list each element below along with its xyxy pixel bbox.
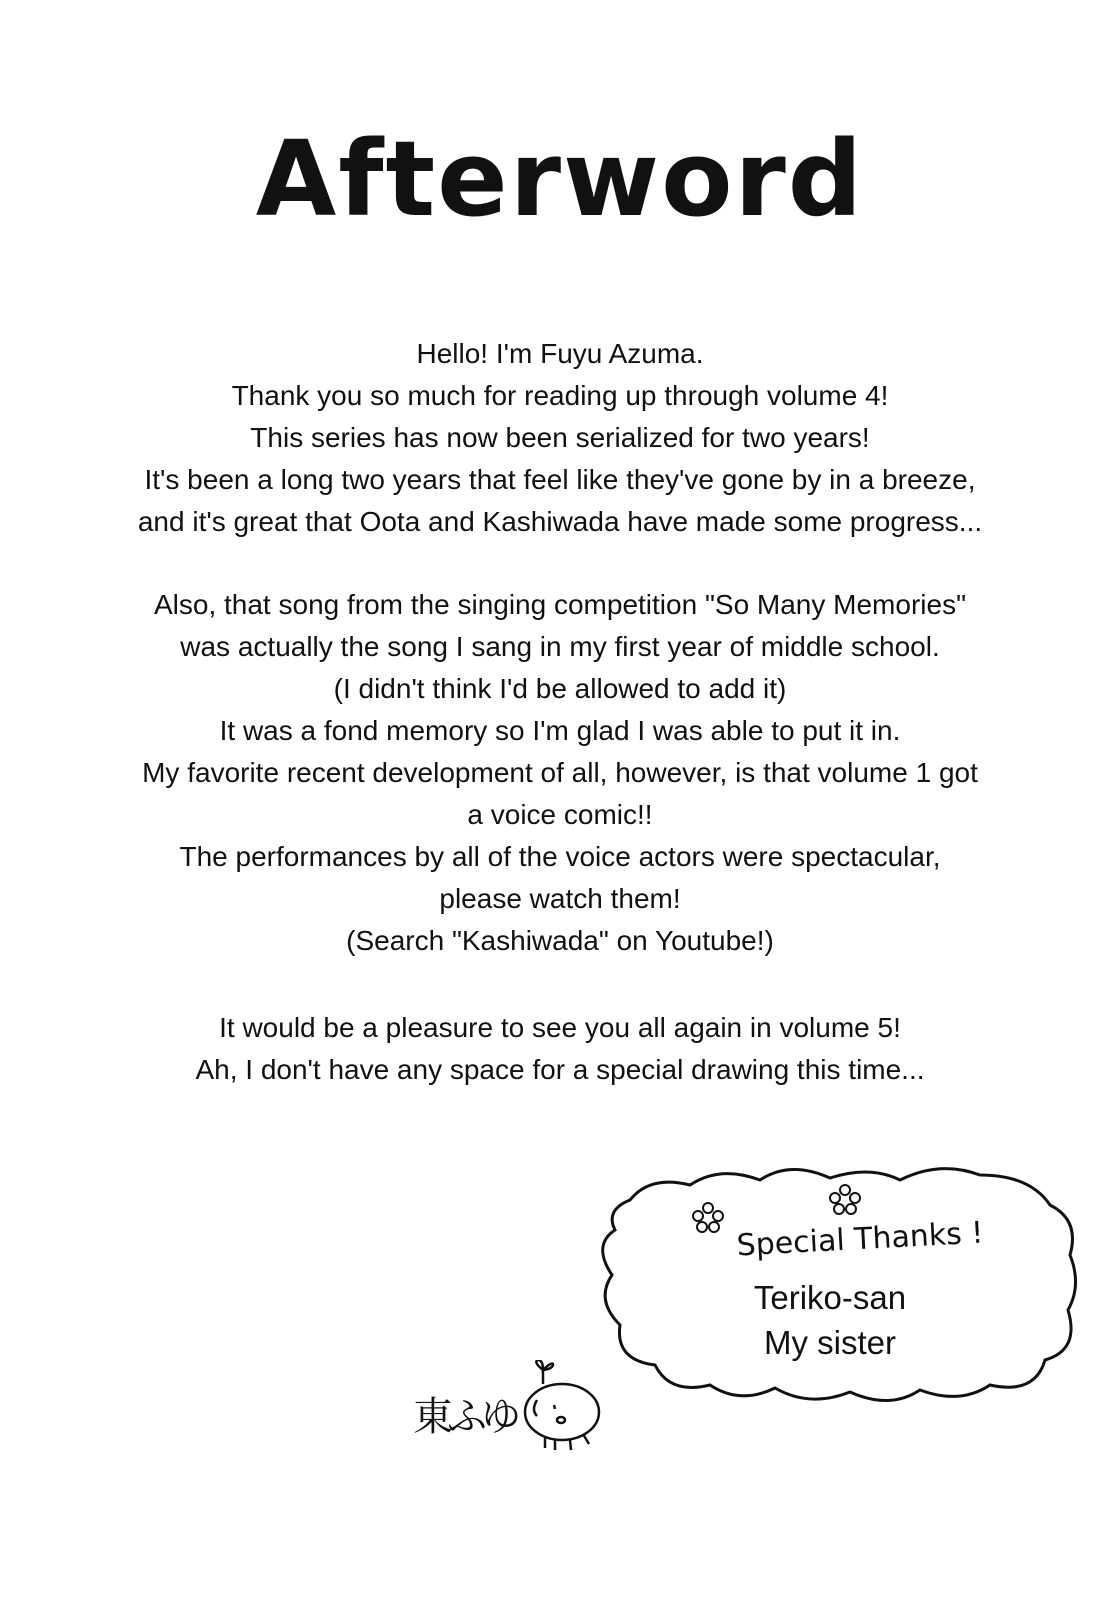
text-line: (I didn't think I'd be allowed to add it) [333, 673, 787, 704]
thanks-name: Teriko-san [753, 1279, 907, 1316]
text-line: It's been a long two years that feel like they've gone by in a breeze, [144, 464, 976, 495]
text-line: It would be a pleasure to see you all again in volume 5! [219, 1012, 901, 1043]
text-line: Hello! I'm Fuyu Azuma. [416, 338, 704, 369]
sprout-creature-doodle [405, 1360, 615, 1450]
text-line: (Search "Kashiwada" on Youtube!) [346, 925, 774, 956]
text-line: It was a fond memory so I'm glad I was able to put it in. [219, 715, 901, 746]
text-line: My favorite recent development of all, however, is that volume 1 got [142, 757, 978, 788]
thanks-name: My sister [764, 1324, 896, 1361]
text-line: Ah, I don't have any space for a special drawing this time... [195, 1054, 925, 1085]
text-line: please watch them! [439, 883, 681, 914]
text-line: The performances by all of the voice actors were spectacular, [179, 841, 941, 872]
author-signature: 東ふゆ [413, 1394, 515, 1440]
paragraph-closing [0, 1007, 1120, 1091]
text-line: a voice comic!! [467, 799, 653, 830]
text-line: and it's great that Oota and Kashiwada have made some progress... [137, 506, 983, 537]
text-line: This series has now been serialized for two years! [250, 422, 870, 453]
special-thanks-heading: Special Thanks ! [735, 1215, 985, 1264]
paragraph-song [0, 584, 1120, 962]
text-line: Also, that song from the singing competition "So Many Memories" [153, 589, 967, 620]
paragraph-greeting [0, 333, 1120, 543]
text-line: was actually the song I sang in my first year of middle school. [180, 631, 940, 662]
page-title: Afterword [255, 118, 865, 240]
text-line: Thank you so much for reading up through volume 4! [231, 380, 889, 411]
